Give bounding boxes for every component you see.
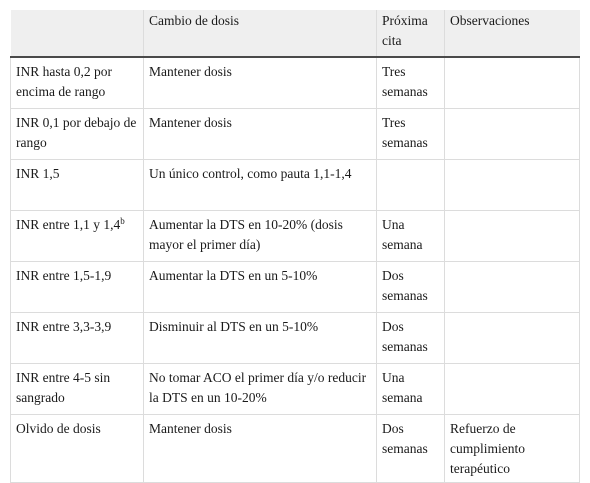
cell-dose-change: Mantener dosis xyxy=(144,57,377,109)
table-row xyxy=(11,160,580,211)
table-row xyxy=(11,262,580,313)
cell-condition: INR 1,5 xyxy=(11,160,144,211)
cell-observations xyxy=(445,109,580,160)
table-row xyxy=(11,211,580,262)
cell-dose-change: Mantener dosis xyxy=(144,109,377,160)
table-row xyxy=(11,313,580,364)
table-row xyxy=(11,57,580,109)
cell-dose-change: No tomar ACO el primer día y/o reducir la DTS en un 10-20% xyxy=(144,364,377,415)
condition-text: INR entre 1,1 y 1,4 xyxy=(16,217,121,232)
cell-next-appointment: Tres semanas xyxy=(377,109,445,160)
header-row xyxy=(11,10,580,57)
cell-next-appointment: Dos semanas xyxy=(377,313,445,364)
cell-condition: INR hasta 0,2 por encima de rango xyxy=(11,57,144,109)
cell-observations xyxy=(445,57,580,109)
cell-dose-change: Disminuir al DTS en un 5-10% xyxy=(144,313,377,364)
cell-condition: INR 0,1 por debajo de rango xyxy=(11,109,144,160)
table-row xyxy=(11,109,580,160)
header-dose-change: Cambio de dosis xyxy=(144,10,377,57)
cell-next-appointment: Una semana xyxy=(377,211,445,262)
cell-condition: Olvido de dosis xyxy=(11,415,144,483)
cell-condition: INR entre 1,5-1,9 xyxy=(11,262,144,313)
cell-dose-change: Un único control, como pauta 1,1-1,4 xyxy=(144,160,377,211)
table-row xyxy=(11,415,580,483)
cell-next-appointment xyxy=(377,160,445,211)
cell-observations: Refuerzo de cumplimiento terapéutico xyxy=(445,415,580,483)
cell-observations xyxy=(445,313,580,364)
table-body xyxy=(11,57,580,483)
cell-observations xyxy=(445,160,580,211)
cell-next-appointment: Una semana xyxy=(377,364,445,415)
cell-dose-change: Aumentar la DTS en un 5-10% xyxy=(144,262,377,313)
cell-observations xyxy=(445,211,580,262)
cell-next-appointment: Dos semanas xyxy=(377,415,445,483)
cell-observations xyxy=(445,364,580,415)
table-header xyxy=(11,10,580,57)
cell-condition: INR entre 4-5 sin sangrado xyxy=(11,364,144,415)
table-row xyxy=(11,364,580,415)
dosing-table xyxy=(10,10,580,483)
header-next-appointment: Próxima cita xyxy=(377,10,445,57)
cell-next-appointment: Dos semanas xyxy=(377,262,445,313)
cell-next-appointment: Tres semanas xyxy=(377,57,445,109)
cell-condition xyxy=(11,211,144,262)
cell-condition: INR entre 3,3-3,9 xyxy=(11,313,144,364)
header-observations: Observaciones xyxy=(445,10,580,57)
cell-observations xyxy=(445,262,580,313)
cell-dose-change: Mantener dosis xyxy=(144,415,377,483)
header-condition xyxy=(11,10,144,57)
cell-dose-change: Aumentar la DTS en 10-20% (dosis mayor el primer día) xyxy=(144,211,377,262)
footnote-marker: b xyxy=(120,216,125,226)
dosing-table-container xyxy=(10,10,579,483)
